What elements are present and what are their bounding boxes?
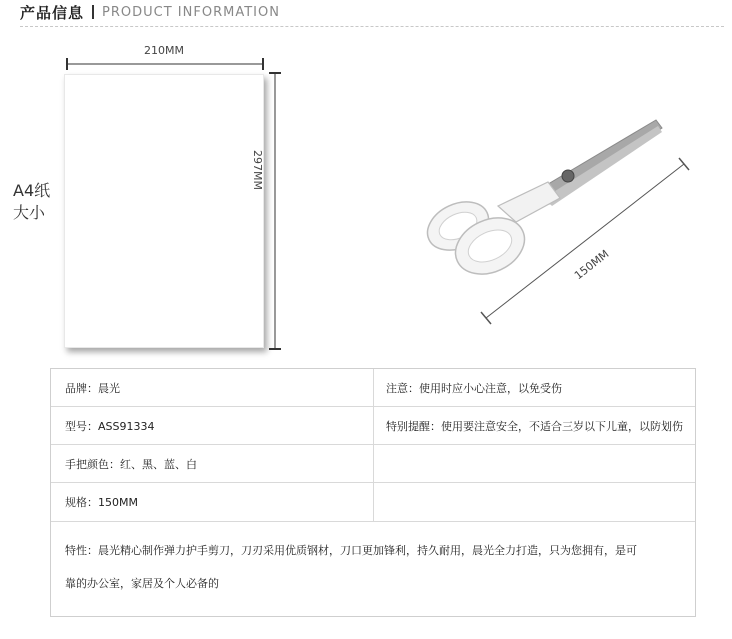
- title-divider: [92, 5, 94, 19]
- features-line1: 特性：晨光精心制作弹力护手剪刀，刀刃采用优质钢材，刀口更加锋利，持久耐用，晨光全力打造，只为您拥有，是可: [65, 544, 637, 557]
- height-dimension-line: [268, 70, 282, 352]
- a4-label-line2: 大小: [13, 203, 46, 222]
- handle-color-cell: 手把颜色：红、黑、蓝、白: [51, 445, 374, 482]
- table-row: [51, 483, 695, 522]
- height-dimension-label: 297MM: [251, 150, 264, 190]
- size-cell: 规格：150MM: [51, 483, 374, 521]
- table-row: [51, 445, 695, 483]
- table-row-features: [51, 522, 695, 616]
- a4-label-line1: A4纸: [13, 181, 51, 200]
- a4-size-label: [13, 180, 50, 224]
- scissors-length-label: 150MM: [572, 247, 612, 283]
- table-row: [51, 407, 695, 445]
- spec-table: [50, 368, 696, 617]
- table-row: [51, 369, 695, 407]
- empty-cell: [374, 445, 697, 482]
- a4-paper-illustration: [64, 74, 264, 348]
- reminder-cell: 特别提醒：使用要注意安全，不适合三岁以下儿童，以防划伤: [386, 419, 683, 433]
- section-header: [20, 0, 280, 24]
- section-title-cn: 产品信息: [20, 3, 85, 22]
- header-dashed-rule: [20, 26, 724, 27]
- brand-cell: 品牌：晨光: [51, 369, 374, 406]
- empty-cell: [374, 483, 697, 521]
- caution-cell: 注意：使用时应小心注意，以免受伤: [386, 381, 562, 395]
- features-description: [65, 534, 681, 600]
- width-dimension-label: 210MM: [144, 44, 184, 57]
- features-line2: 靠的办公室，家居及个人必备的: [65, 577, 219, 590]
- section-title-en: PRODUCT INFORMATION: [102, 4, 280, 20]
- scissors-length-line: [470, 150, 700, 330]
- model-cell: 型号：ASS91334: [51, 407, 374, 444]
